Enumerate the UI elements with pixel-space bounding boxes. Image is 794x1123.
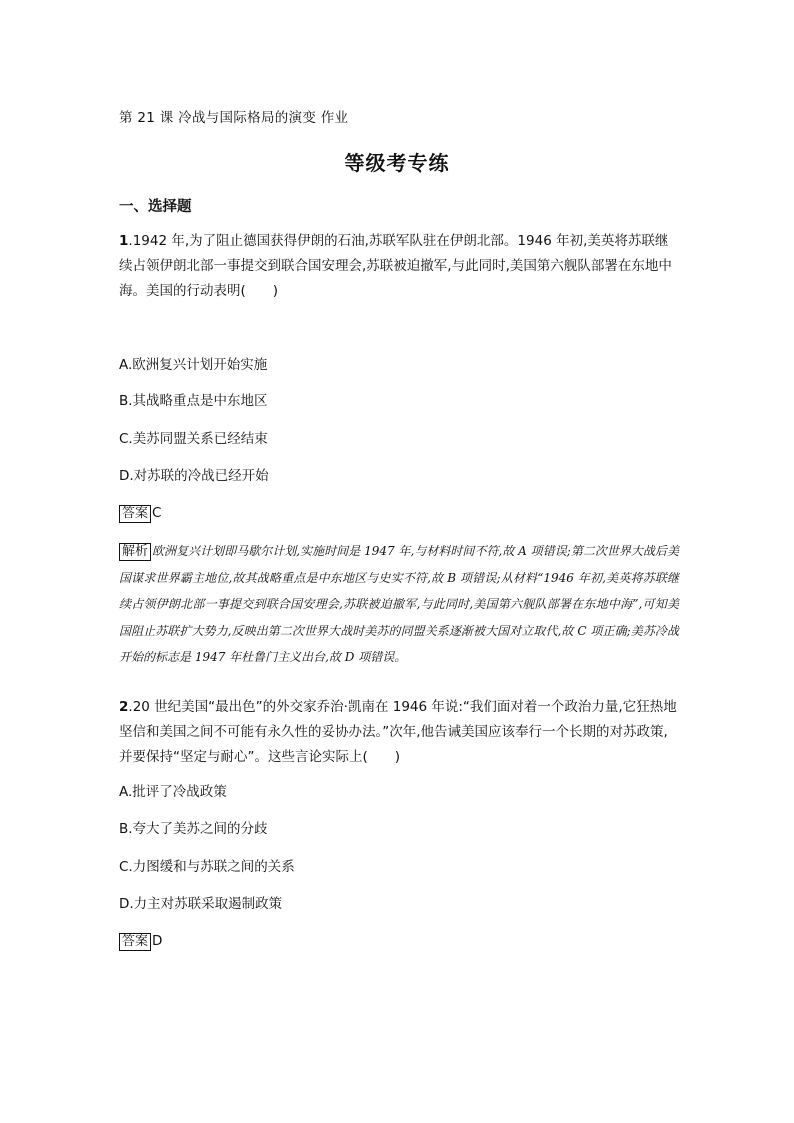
analysis-text: 欧洲复兴计划即马歇尔计划,实施时间是 1947 年,与材料时间不符,故 A 项错误;第二次世界大战后美国谋求世界霸主地位,故其战略重点是中东地区与史实不符,故 B 项错误;从材料“1946 年初,美英将苏联继续占领伊朗北部一事提交到联合国安理会,苏联被迫撤军,与此同时,美国第六舰队部署在东地中海”,可知美国阻止苏联扩大势力,反映出第二次世界大战时美苏的同盟关系逐渐被大国对立取代,故 C 项正确;美苏冷战开始的标志是 1947 年杜鲁门主义出台,故 D 项错误。 xyxy=(119,544,679,664)
answer-value: D xyxy=(152,933,163,949)
answer-value: C xyxy=(152,505,162,521)
question-number: 2 xyxy=(119,699,129,715)
analysis-tag: 解析 xyxy=(119,543,151,561)
question-1-answer xyxy=(119,503,161,523)
question-1-option-d: D.对苏联的冷战已经开始 xyxy=(119,468,269,484)
question-2-option-d: D.力主对苏联采取遏制政策 xyxy=(119,896,283,912)
question-1-option-a: A.欧洲复兴计划开始实施 xyxy=(119,357,268,373)
question-2-stem xyxy=(119,695,679,770)
section-heading: 等级考专练 xyxy=(344,151,450,175)
answer-tag: 答案 xyxy=(119,933,151,951)
question-number: 1 xyxy=(119,233,129,249)
question-text: .20 世纪美国“最出色”的外交家乔治·凯南在 1946 年说:“我们面对着一个政治力量,它狂热地坚信和美国之间不可能有永久性的妥协办法。”次年,他告诫美国应该奉行一个长期的对苏政策,并要保持“坚定与耐心”。这些言论实际上( ) xyxy=(119,699,677,765)
question-1-option-b: B.其战略重点是中东地区 xyxy=(119,393,268,409)
question-1-option-c: C.美苏同盟关系已经结束 xyxy=(119,431,268,447)
question-1-analysis xyxy=(119,538,679,671)
question-2-option-b: B.夸大了美苏之间的分歧 xyxy=(119,821,268,837)
lesson-title: 第 21 课 冷战与国际格局的演变 作业 xyxy=(119,110,349,126)
question-2-option-c: C.力图缓和与苏联之间的关系 xyxy=(119,859,295,875)
question-1-stem xyxy=(119,229,679,304)
question-text: .1942 年,为了阻止德国获得伊朗的石油,苏联军队驻在伊朗北部。1946 年初,美英将苏联继续占领伊朗北部一事提交到联合国安理会,苏联被迫撤军,与此同时,美国第六舰队部署在东地中海。美国的行动表明( ) xyxy=(119,233,672,299)
answer-tag: 答案 xyxy=(119,505,151,523)
question-2-answer xyxy=(119,931,162,951)
part-heading: 一、选择题 xyxy=(119,199,192,215)
question-2-option-a: A.批评了冷战政策 xyxy=(119,784,227,800)
